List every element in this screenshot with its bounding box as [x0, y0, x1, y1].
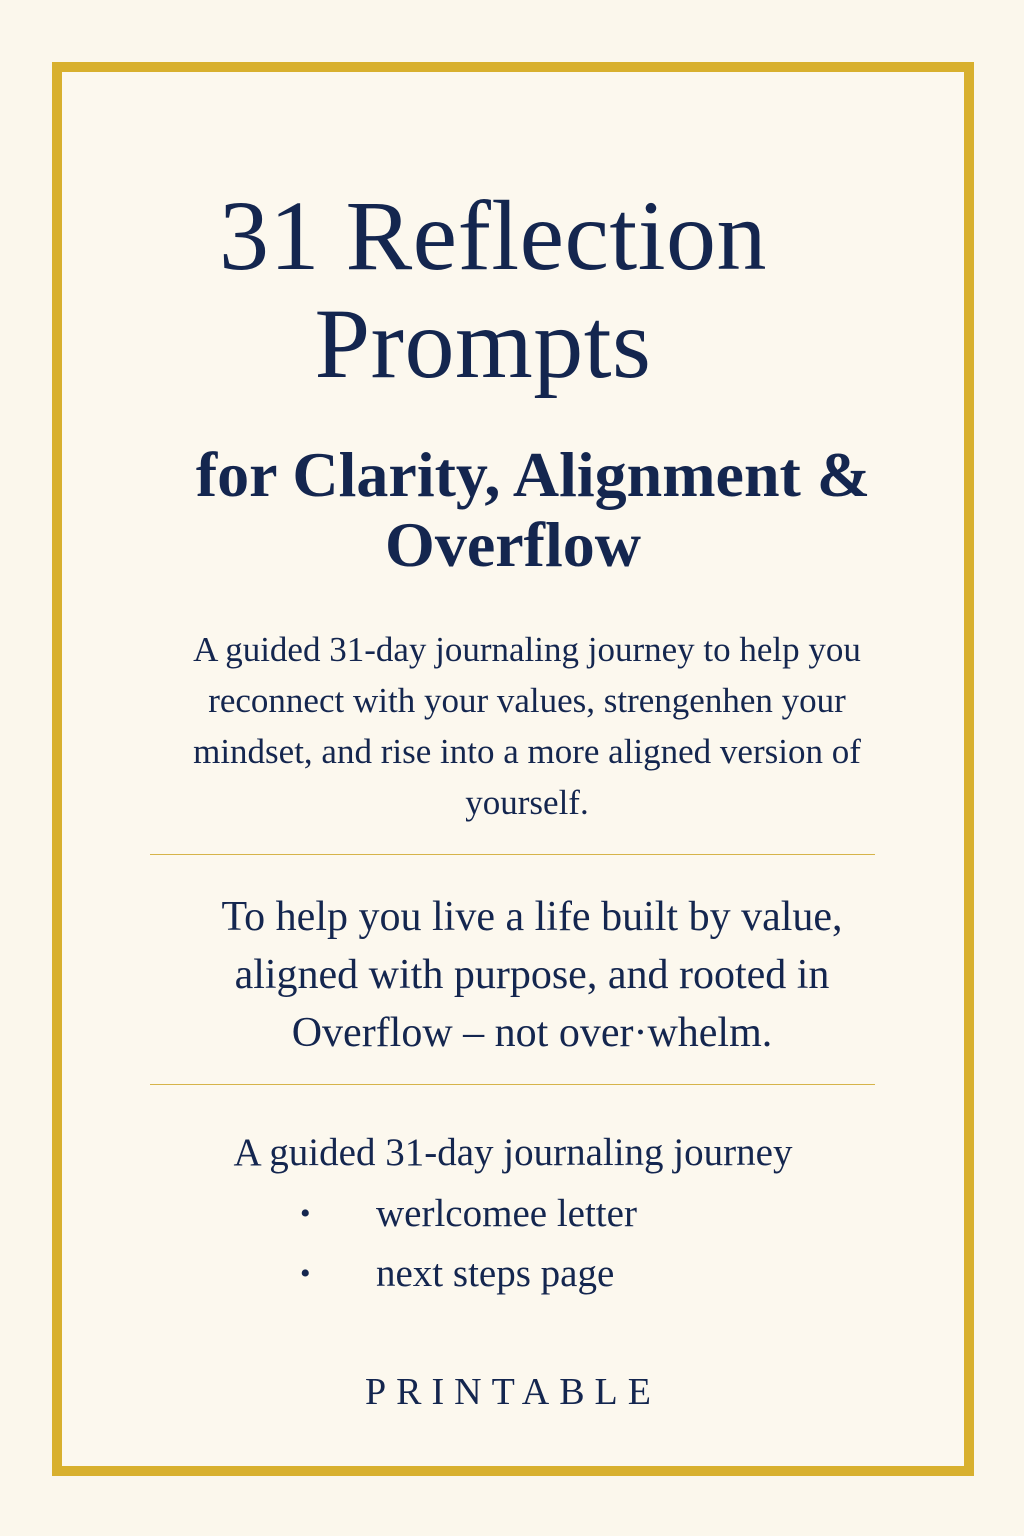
list-item-label: next steps page — [376, 1252, 615, 1295]
printable-label: PRINTABLE — [365, 1371, 661, 1413]
subtitle-line-2: Overflow — [385, 509, 641, 580]
subtitle-line-1: for Clarity, Alignment & — [195, 439, 871, 510]
divider-top — [150, 854, 875, 855]
bullet-icon: • — [300, 1197, 311, 1230]
mission-statement: To help you live a life built by value, aligned with purpose, and rooted in Overflow – not over·whelm. — [221, 894, 843, 1056]
page-content — [62, 72, 964, 1466]
page-title — [62, 182, 964, 398]
includes-list — [62, 1184, 964, 1304]
list-item — [62, 1184, 964, 1244]
page-panel — [62, 72, 964, 1466]
divider-bottom — [150, 1084, 875, 1085]
includes-heading: A guided 31-day journaling journey — [233, 1131, 793, 1174]
includes-section — [62, 1128, 964, 1304]
title-line-1: 31 Reflection — [218, 180, 767, 291]
description-text: A guided 31-day journaling journey to help you reconnect with your values, strengenhen your mindset, and rise into a more aligned version of yourself. — [193, 630, 861, 822]
gold-border-frame — [52, 62, 974, 1476]
page-subtitle — [62, 440, 964, 580]
list-item — [62, 1244, 964, 1304]
bullet-icon: • — [300, 1257, 311, 1290]
title-line-2: Prompts — [314, 288, 652, 399]
list-item-label: werlcomee letter — [376, 1192, 637, 1235]
